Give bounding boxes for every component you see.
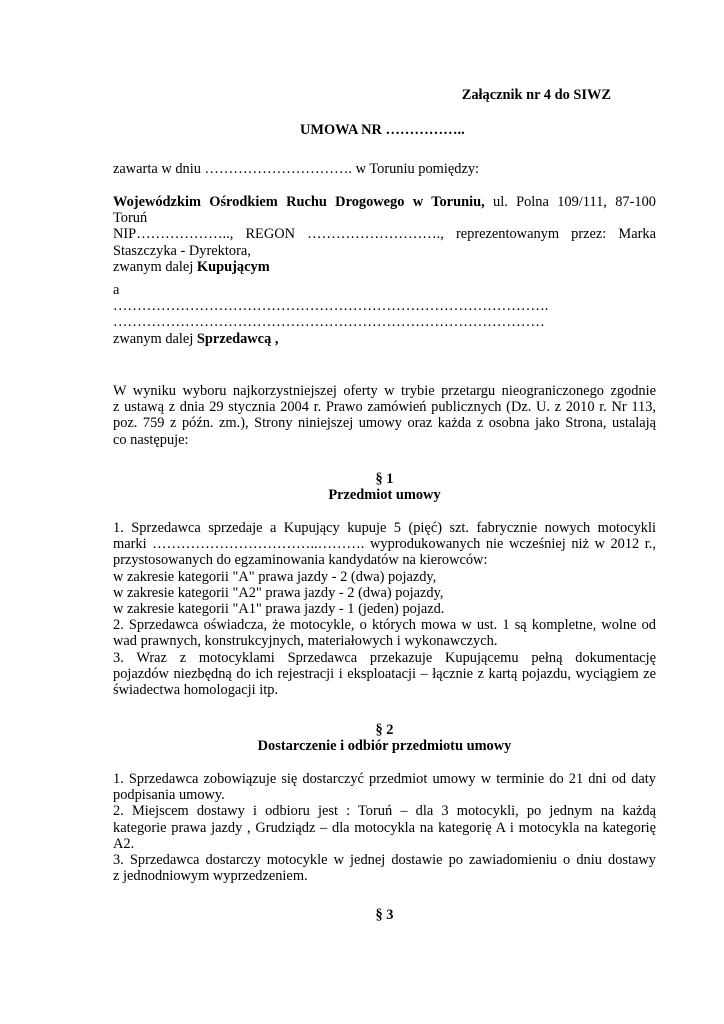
section-1-line: marki ……………………………..………. wyprodukowanych nie wcześniej niż w 2012 r., — [113, 536, 656, 553]
concluded-line: zawarta w dniu …………………………. w Toruniu pomiędzy: — [113, 161, 480, 177]
seller-a: a — [113, 282, 120, 298]
section-2-line: 1. Sprzedawca zobowiązuje się dostarczyć przedmiot umowy w terminie do 21 dni od daty — [113, 771, 656, 787]
buyer-name-line — [113, 194, 656, 210]
section-2-line: kategorie prawa jazdy , Grudziądz – dla motocykla na kategorię A i motocykla na kategorię — [113, 819, 656, 836]
section-1-line: w zakresie kategorii "A1" prawa jazdy - 1 (jeden) pojazd. — [113, 600, 445, 617]
section-1-line: pojazdów niezbędną do ich rejestracji i eksploatacji – łącznie z kartą pojazdu, wyciągiem ze — [113, 665, 656, 682]
section-2-title: Dostarczenie i odbiór przedmiotu umowy — [257, 738, 512, 754]
seller-called-prefix: zwanym dalej — [113, 330, 197, 347]
section-1-line: wad prawnych, konstrukcyjnych, materiałowych i wykonawczych. — [113, 633, 498, 650]
section-1-number: § 1 — [375, 471, 394, 487]
section-3-number: § 3 — [375, 907, 394, 923]
seller-called-line — [113, 331, 656, 347]
seller-block — [113, 282, 656, 347]
buyer-nip-line: NIP……………….., REGON ………………………., reprezentowanym przez: Marka — [113, 226, 656, 243]
buyer-city: Toruń — [113, 210, 148, 227]
intro-line: W wyniku wyboru najkorzystniejszej oferty w trybie przetargu nieograniczonego zgodnie — [113, 383, 656, 399]
section-2-line: z jednodniowym wyprzedzeniem. — [113, 868, 308, 885]
buyer-called-line — [113, 259, 656, 275]
seller-called-name: Sprzedawcą , — [196, 330, 279, 347]
section-1-line: w zakresie kategorii "A" prawa jazdy - 2 (dwa) pojazdy, — [113, 568, 437, 585]
section-2-number: § 2 — [375, 722, 394, 738]
section-1-line: 2. Sprzedawca oświadcza, że motocykle, o których mowa w ust. 1 są kompletne, wolne od — [113, 617, 656, 634]
section-2-line: 2. Miejscem dostawy i odbioru jest : Toruń – dla 3 motocykli, po jednym na każdą — [113, 803, 656, 820]
section-1-line: 3. Wraz z motocyklami Sprzedawca przekazuje Kupującemu pełną dokumentację — [113, 649, 656, 666]
buyer-called-name: Kupującym — [196, 258, 270, 275]
buyer-rep-line: Staszczyka - Dyrektora, — [113, 242, 251, 259]
section-1-line: przystosowanych do egzaminowania kandydatów na kierowców: — [113, 552, 488, 569]
section-1-body — [113, 520, 656, 698]
contract-title: UMOWA NR …………….. — [300, 122, 465, 138]
buyer-name: Wojewódzkim Ośrodkiem Ruchu Drogowego w Toruniu, — [113, 194, 485, 210]
buyer-address: ul. Polna 109/111, 87-100 — [484, 194, 656, 210]
seller-dots-2: ……………………………………………………………………………… — [113, 314, 545, 331]
section-1-line: 1. Sprzedawca sprzedaje a Kupujący kupuje 5 (pięć) szt. fabrycznie nowych motocykli — [113, 520, 656, 536]
intro-line: poz. 759 z późn. zm.), Strony niniejszej umowy oraz każda z osobna jako Strona, ustalają — [113, 415, 656, 432]
intro-line: co następuje: — [113, 431, 189, 448]
section-2-line: A2. — [113, 835, 135, 852]
intro-line: z ustawą z dnia 29 stycznia 2004 r. Prawo zamówień publicznych (Dz. U. z 2010 r. Nr 113, — [113, 399, 656, 416]
seller-dots-1: ………………………………………………………………………………. — [113, 298, 549, 315]
section-2-line: 3. Sprzedawca dostarczy motocykle w jednej dostawie po zawiadomieniu o dniu dostawy — [113, 851, 656, 868]
section-1-title: Przedmiot umowy — [328, 487, 441, 503]
attachment-label: Załącznik nr 4 do SIWZ — [461, 87, 611, 103]
section-1-line: świadectwa homologacji itp. — [113, 681, 279, 698]
buyer-called-prefix: zwanym dalej — [113, 258, 197, 275]
intro-paragraph — [113, 383, 656, 448]
section-2-body — [113, 771, 656, 884]
section-2-line: podpisania umowy. — [113, 787, 225, 804]
section-1-line: w zakresie kategorii "A2" prawa jazdy - 2 (dwa) pojazdy, — [113, 584, 444, 601]
buyer-block — [113, 194, 656, 275]
